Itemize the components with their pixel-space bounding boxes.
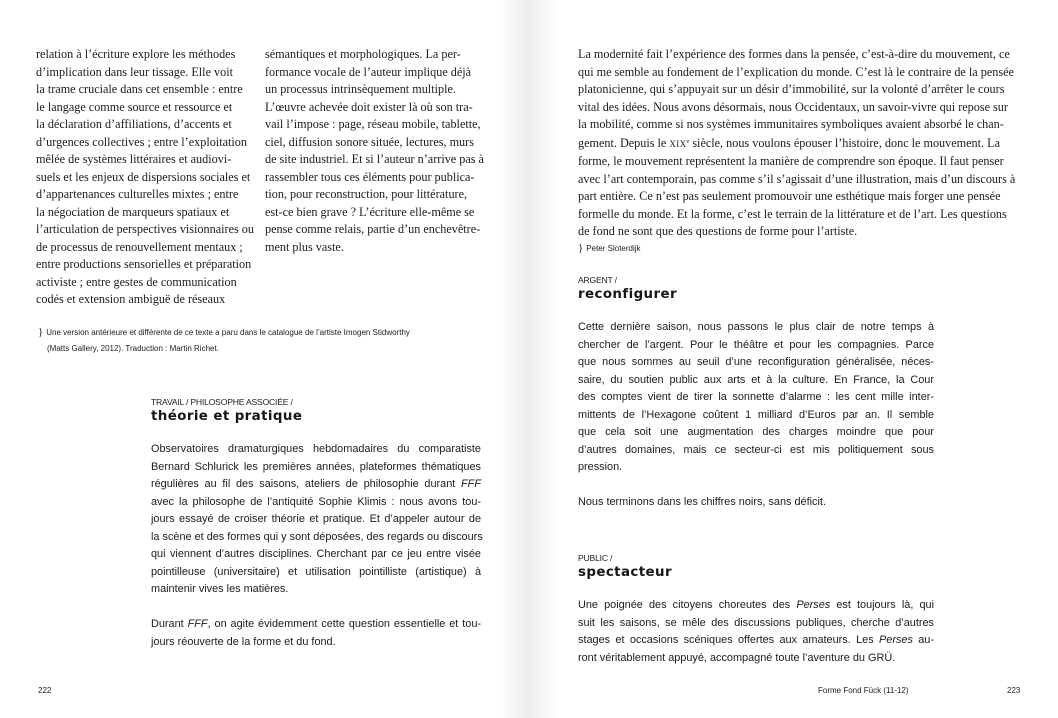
text-line: d’appartenances culturelles mixtes ; entre	[36, 187, 239, 201]
text-line: le langage comme source et ressource et	[36, 99, 233, 114]
text-line: Observatoires dramaturgiques hebdomadaires du comparatiste	[151, 443, 481, 455]
section-paragraph-2	[578, 494, 934, 512]
section-paragraph	[578, 597, 934, 667]
text-line: ment plus vaste.	[265, 239, 344, 254]
text-line: relation à l’écriture explore les méthodes	[36, 47, 236, 61]
text-line: suels et les enjeux de dispersions sociales et	[36, 169, 251, 184]
text-line: d’autres domaines, mais ce secteur-ci est mis politiquement sous	[578, 443, 934, 456]
section-theorie-pratique	[151, 396, 481, 651]
footnote-line	[38, 324, 478, 341]
text-line: de fond ne sont que des questions de forme pour l’artiste.	[578, 224, 858, 238]
text-line: régulières au fil des saisons, ateliers de philosophie durant FFF	[151, 478, 481, 490]
right-page	[529, 0, 1058, 718]
text-line: chercher de l’argent. Pour le théâtre et pour les compagnies. Parce	[578, 338, 934, 351]
section-spectacteur	[578, 552, 934, 667]
text-line: la négociation de marqueurs spatiaux et	[36, 204, 230, 219]
section-title: spectacteur	[578, 565, 672, 580]
text-line: l’articulation de perspectives visionnaires ou	[36, 222, 254, 236]
text-line: maintenir vives les matières.	[151, 583, 289, 595]
text-line: gement. Depuis le XIXe siècle, nous voulons épouser l’histoire, donc le mouvement. La	[578, 135, 1000, 150]
section-paragraph-1	[151, 441, 481, 599]
footnote-line: (Matts Gallery, 2012). Traduction : Martin Richet.	[47, 344, 219, 353]
text-line: Nous terminons dans les chiffres noirs, sans déficit.	[578, 496, 826, 508]
text-line: stages et occasions scéniques offertes aux amateurs. Les Perses au-	[578, 634, 934, 646]
gutter-shadow	[500, 0, 529, 718]
section-kicker: TRAVAIL / PHILOSOPHE ASSOCIÉE /	[151, 397, 293, 407]
section-kicker: ARGENT /	[578, 275, 617, 285]
text-line: codés et extension ambiguë de réseaux	[36, 292, 226, 306]
text-line: est-ce bien grave ? L’écriture elle-même se	[265, 204, 475, 219]
gutter-shadow	[529, 0, 557, 718]
section-paragraph-2	[151, 616, 481, 651]
text-line: saire, du soutien public aux arts et à la culture. En France, la Cour	[578, 373, 934, 386]
text-line: d’urgences collectives ; entre l’exploitation	[36, 134, 247, 149]
text-line: la déclaration d’affiliations, d’accents et	[36, 117, 232, 131]
section-kicker: PUBLIC /	[578, 553, 613, 563]
text-line: ciel, diffusion sonore située, lectures, murs	[265, 134, 474, 149]
text-line: forme, le mouvement représentent la manière de comprendre son époque. Il faut penser	[578, 154, 1004, 168]
text-line: Cette dernière saison, nous passons le plus clair de notre temps à	[578, 321, 934, 333]
text-line: avec la philosophe de l’antiquité Sophie Klimis : nous avons tou-	[151, 495, 481, 508]
page-number-right: 223	[1007, 686, 1021, 695]
text-line: ront véritablement appuyé, accompagné toute l’aventure du GRÜ.	[578, 651, 896, 664]
footnote	[38, 324, 478, 357]
text-line: la mobilité, comme si nos systèmes immunitaires symboliques avaient absorbé le chan-	[578, 117, 1004, 131]
section-title: reconfigurer	[578, 287, 677, 302]
text-line: jours essayé de croiser théorie et pratique. Et d’appeler autour de	[151, 513, 481, 525]
text-line: activiste ; entre gestes de communication	[36, 274, 237, 289]
text-line: un processus intrinsèquement multiple.	[265, 82, 456, 96]
text-line: vail l’impose : page, réseau mobile, tablette,	[265, 117, 481, 131]
text-line: part entière. Ce n’est pas seulement promouvoir une esthétique mais forger une pensée	[578, 189, 1001, 203]
text-line: que nous sommes au seuil d’une reconfiguration généralisée, néces-	[578, 356, 934, 368]
page-number-left: 222	[38, 686, 52, 695]
section-title: théorie et pratique	[151, 409, 303, 424]
text-line: pointilleuse (universitaire) et utilisation pointilliste (artistique) à	[151, 565, 481, 578]
text-line: La modernité fait l’expérience des formes dans la pensée, c’est-à-dire du mouvement, ce	[578, 47, 1010, 61]
text-line: de processus de renouvellement mentaux ;	[36, 239, 243, 254]
text-line: que cela soit une augmentation des charges moindre que pour	[578, 426, 934, 438]
text-line: d’implication dans leur tissage. Elle voit	[36, 64, 233, 79]
text-line: Une poignée des citoyens choreutes des Perses est toujours là, qui	[578, 599, 934, 611]
text-line: Durant FFF, on agite évidemment cette question essentielle et tou-	[151, 618, 482, 630]
epigraph-quote	[578, 46, 1014, 256]
footnote-marker: }	[38, 326, 44, 338]
section-reconfigurer	[578, 274, 934, 512]
text-line: pression.	[578, 461, 623, 473]
text-line: platonicienne, qui s’appuyait sur un désir d’immobilité, sur la volonté d’arrêter le cours	[578, 82, 1005, 96]
text-line: rassembler tous ces éléments pour publica-	[265, 169, 475, 184]
text-line: mêlée de systèmes littéraires et audiovi-	[36, 152, 232, 166]
text-line: tion, pour reconstruction, pour littérature,	[265, 187, 468, 201]
text-line: de site industriel. Et si l’auteur n’arrive pas à	[265, 152, 484, 166]
text-line: avec l’art contemporain, pas comme s’il s’agissait d’une illustration, mais d’un discours à	[578, 171, 1016, 186]
text-line: Bernard Schlurick les premières années, plateformes thématiques	[151, 460, 481, 473]
text-line: des comptes vient de tirer la sonnette d’alarme : les cent mille inter-	[578, 391, 934, 403]
text-line: suit les saisons, se mêle des discussions publiques, cherche d’autres	[578, 616, 934, 629]
text-line: qui me semble au fondement de l’explication du monde. C’est là le contraire de la pensée	[578, 64, 1014, 79]
text-line: vital des idées. Nous avons désormais, nous Occidentaux, un savoir-vivre qui repose sur	[578, 99, 1008, 114]
text-line: pense comme relais, partie d’un enchevêtre-	[265, 222, 481, 236]
text-line: jours réouverte de la forme et du fond.	[151, 635, 336, 648]
text-line: la trame cruciale dans cet ensemble : entre	[36, 82, 243, 96]
quote-attribution: } Peter Sloterdijk	[578, 241, 641, 254]
text-line: formelle du monde. Et la forme, c’est le terrain de la littérature et de l’art. Les questions	[578, 206, 1007, 221]
text-line: L’œuvre achevée doit exister là où son tra-	[265, 99, 473, 114]
text-line: qui viennent d’autres disciplines. Cherchant par ce jeu entre visée	[151, 548, 481, 560]
left-column-1	[36, 46, 256, 309]
text-line: la scène et des formes qui y sont déposées, des regards ou discours	[151, 530, 483, 543]
section-paragraph-1	[578, 319, 934, 477]
text-line: sémantiques et morphologiques. La per-	[265, 47, 461, 61]
text-line: entre productions sensorielles et préparation	[36, 257, 252, 271]
running-footer: Forme Fond Fück (11-12)	[818, 686, 909, 695]
left-column-2	[265, 46, 485, 256]
text-line: mittents de l’Hexagone coûtent 1 milliard d’Euros par an. Il semble	[578, 408, 934, 421]
text-line: formance vocale de l’auteur implique déjà	[265, 64, 472, 79]
footnote-text: Une version antérieure et différente de ce texte a paru dans le catalogue de l’artiste Imogen Stidworthy	[46, 328, 410, 337]
